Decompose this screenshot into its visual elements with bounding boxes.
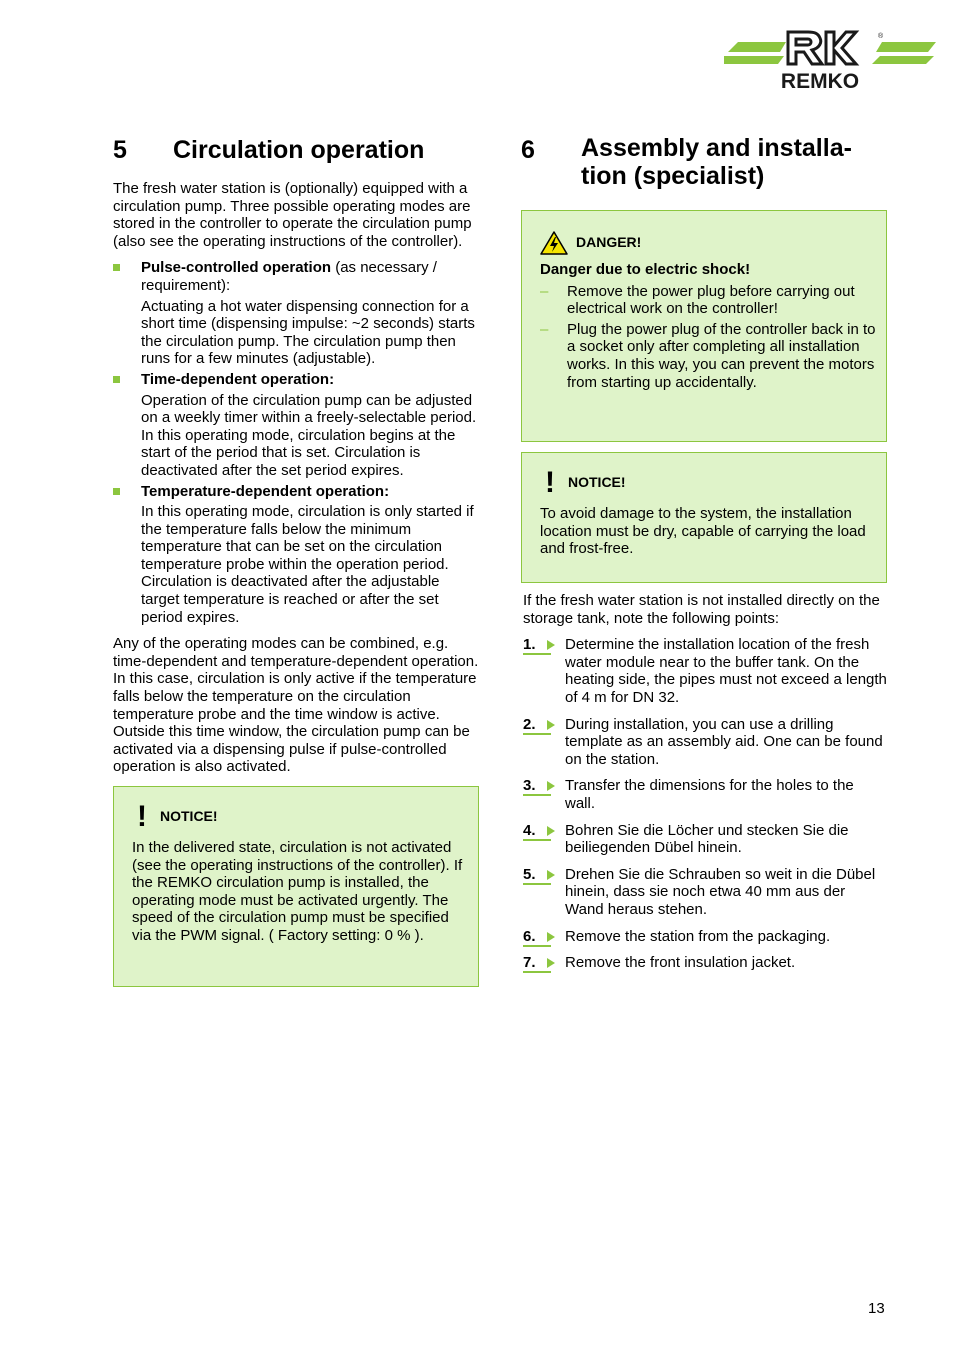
- step-number: 2.: [523, 716, 557, 734]
- section-5-heading: [113, 136, 479, 164]
- notice-title: NOTICE!: [568, 474, 626, 491]
- step-text: Bohren Sie die Löcher und stecken Sie die beiliegenden Dübel hinein.: [565, 821, 849, 857]
- arrow-icon: [547, 826, 555, 836]
- arrow-icon: [547, 720, 555, 730]
- dash-marker: –: [540, 320, 549, 338]
- danger-item-text: Remove the power plug before carrying out electrical work on the controller!: [567, 282, 855, 318]
- bullet-time-dependent: [113, 371, 479, 480]
- notice-box: [113, 786, 479, 987]
- step-item: [523, 822, 887, 857]
- step-item: [523, 954, 887, 972]
- bullet-square-icon: [113, 488, 120, 495]
- section-title: Circulation operation: [173, 136, 425, 164]
- step-number: 4.: [523, 822, 557, 840]
- step-number: 3.: [523, 777, 557, 795]
- notice-title-row: [540, 466, 876, 499]
- danger-box: [521, 210, 887, 442]
- bullet-title-rest: (as necessary / requirement):: [141, 259, 437, 294]
- step-text: Transfer the dimensions for the holes to the wall.: [565, 777, 854, 812]
- step-item: [523, 866, 887, 919]
- arrow-icon: [547, 781, 555, 791]
- arrow-icon: [547, 870, 555, 880]
- combined-paragraph: Any of the operating modes can be combined, e.g. time-dependent and temperature-dependent operation. In this case, circulation is only active if the temperature falls below the temperature on the circulation temperature probe and the time window is active. Outside this time window, the circulation pump can be activated via a dispensing pulse if pulse-controlled operation is also activated.: [113, 635, 479, 776]
- danger-title: DANGER!: [576, 234, 642, 251]
- notice-text: To avoid damage to the system, the installation location must be dry, capable of carrying the load and frost-free.: [540, 505, 866, 558]
- page-number: 13: [868, 1300, 885, 1317]
- dash-marker: –: [540, 282, 549, 300]
- logo-wordmark: REMKO: [780, 70, 860, 93]
- bullet-square-icon: [113, 376, 120, 383]
- bullet-title: Temperature-dependent operation:: [141, 482, 390, 500]
- bullet-description: Operation of the circulation pump can be adjusted on a weekly timer within a freely-selectable period. In this operating mode, circulation begins at the start of the period that is set. Circulation is deactivated after the set period expires.: [141, 391, 477, 479]
- notice-title-row: [132, 800, 468, 833]
- steps-intro: If the fresh water station is not installed directly on the storage tank, note the following points:: [523, 592, 880, 627]
- section-title-line-2: tion (specialist): [581, 162, 765, 190]
- remko-logo: [724, 30, 938, 94]
- step-text: Determine the installation location of the fresh water module near to the buffer tank. On the heating side, the pipes must not exceed a length of 4 m for DN 32.: [565, 636, 887, 706]
- warning-triangle-icon: [540, 231, 568, 255]
- bullet-pulse-controlled: [113, 259, 479, 368]
- intro-paragraph: The fresh water station is (optionally) equipped with a circulation pump. Three possible operating modes are stored in the controller to operate the circulation pump (also see the operating instructions of the controller).: [113, 180, 472, 250]
- section-number: 6: [521, 136, 535, 164]
- notice-title: NOTICE!: [160, 808, 218, 825]
- exclamation-icon: !: [545, 466, 555, 499]
- step-number: 7.: [523, 954, 557, 972]
- danger-item: [540, 283, 876, 318]
- arrow-icon: [547, 640, 555, 650]
- arrow-icon: [547, 958, 555, 968]
- step-text: Remove the front insulation jacket.: [565, 954, 796, 972]
- step-item: [523, 636, 887, 706]
- danger-item-text: Plug the power plug of the controller back in to a socket only after completing all installation works. In this way, you can prevent the motors from starting up accidentally.: [567, 320, 876, 391]
- danger-subtitle: Danger due to electric shock!: [540, 261, 751, 278]
- bullet-description: Actuating a hot water dispensing connection for a short time (dispensing impulse: ~2 seconds) starts the circulation pump. The circulation pump then runs for a few minutes (adjustable).: [141, 297, 475, 368]
- bullet-temperature-dependent: [113, 483, 479, 627]
- step-item: [523, 928, 887, 946]
- danger-item: [540, 321, 876, 391]
- exclamation-icon: !: [137, 800, 147, 833]
- bullet-square-icon: [113, 264, 120, 271]
- step-item: [523, 716, 887, 769]
- section-number: 5: [113, 136, 127, 164]
- step-item: [523, 777, 887, 812]
- notice-box: [521, 452, 887, 583]
- danger-title-row: [540, 231, 876, 255]
- step-number: 6.: [523, 928, 557, 946]
- bullet-description: In this operating mode, circulation is only started if the temperature falls below the minimum temperature that can be set on the circulation temperature probe within the operation period. Circulation is deactivated after the adjustable target temperature is reached or after the set period expires.: [141, 503, 474, 626]
- steps-list: [523, 636, 887, 972]
- arrow-icon: [547, 932, 555, 942]
- step-number: 5.: [523, 866, 557, 884]
- step-number: 1.: [523, 636, 557, 654]
- step-text: Remove the station from the packaging.: [565, 927, 831, 945]
- step-text: During installation, you can use a drilling template as an assembly aid. One can be found on the station.: [565, 715, 883, 768]
- bullet-title: Time-dependent operation:: [141, 370, 335, 388]
- logo-registered: ®: [878, 33, 884, 40]
- bullet-title: Pulse-controlled operation: [141, 259, 332, 277]
- step-text: Drehen Sie die Schrauben so weit in die Dübel hinein, dass sie noch etwa 40 mm aus der Wand heraus stehen.: [565, 865, 876, 918]
- notice-text: In the delivered state, circulation is not activated (see the operating instructions of the controller). If the REMKO circulation pump is installed, the operating mode must be activated urgently. The speed of the circulation pump must be specified via the PWM signal. ( Factory setting: 0 % ).: [132, 839, 463, 944]
- section-title-line-1: Assembly and installa-: [581, 134, 852, 162]
- section-circulation-operation: [113, 132, 479, 987]
- section-6-heading: [521, 134, 887, 190]
- section-assembly-installation: [521, 132, 887, 981]
